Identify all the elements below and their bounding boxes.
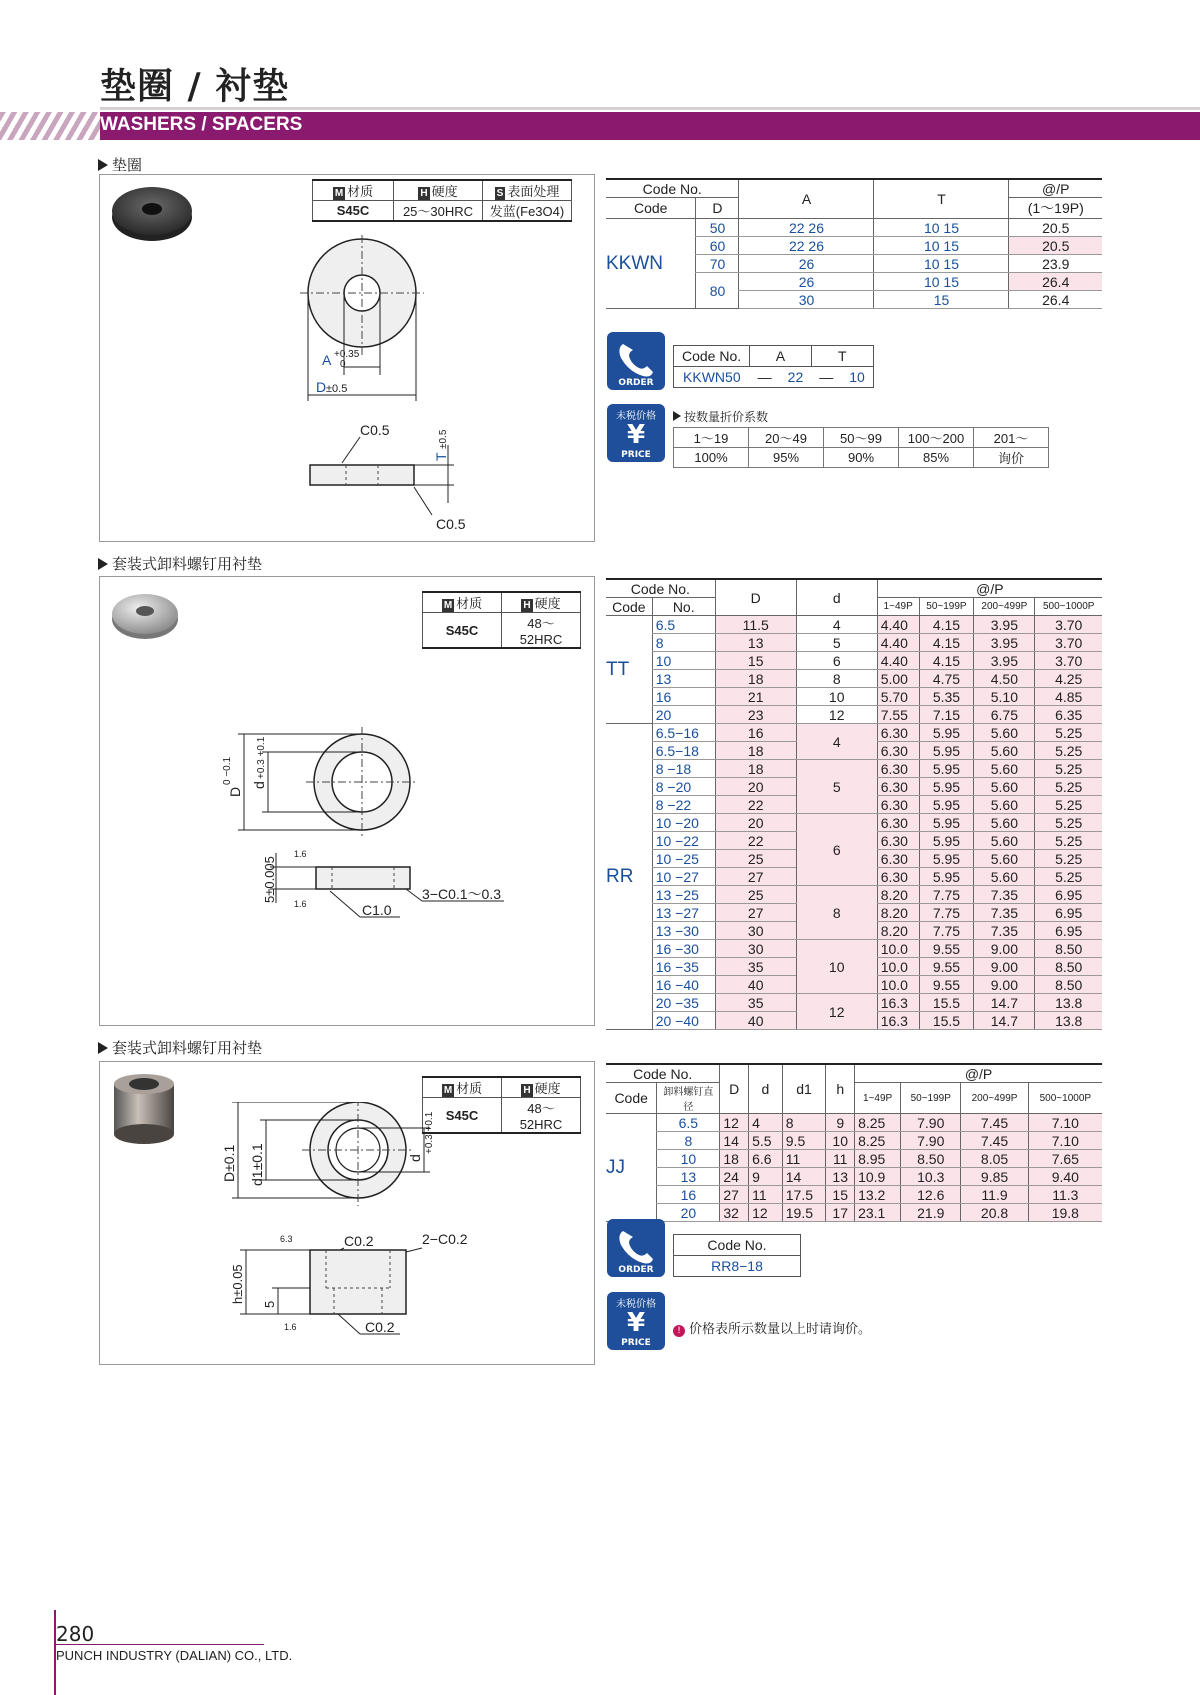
company-name: PUNCH INDUSTRY (DALIAN) CO., LTD. [56,1648,293,1663]
table-row: 8 −22 22 6.30 5.95 5.60 5.25 [606,796,1102,814]
spacer2-chamfer-right: 2−C0.2 [422,1231,468,1247]
svg-text:1.6: 1.6 [294,849,307,859]
spacer-photo [110,587,180,643]
svg-text:1.6: 1.6 [284,1322,297,1332]
price-discount-table: 1～19 20～49 50～99 100～200 201～ 100% 95% 90% 85% 询价 [673,427,1049,468]
order-icon-2: ORDER [607,1219,665,1277]
table-row: 10 −20 20 6 6.30 5.95 5.60 5.25 [606,814,1102,832]
table-row: 6.5−18 18 6.30 5.95 5.60 5.25 [606,742,1102,760]
svg-text:1.6: 1.6 [294,899,307,909]
jj-rows [606,1114,1102,1222]
table-row: 8 −20 20 6.30 5.95 5.60 5.25 [606,778,1102,796]
price-icon-2: 未税价格 ¥ PRICE [607,1292,665,1350]
washer-spec-table: M 材质 H 硬度 S 表面处理 S45C 25～30HRC 发蓝(Fe3O4) [312,179,572,222]
tt-rr-table: Code No. D d @/P Code No. 1~49P 50~199P 200~499P 500~1000P TT 6.5 11.5 4 4.40 4.15 3.95 3.70 8 13 5 4.40 4.15 3.95 3.70 10 15 6 4.40 4.15 3.95 3.70 13 18 8 5.00 4.75 4.50 4.25 16 21 10 5.70 5.35 5.10 4.85 20 23 12 7.55 7.15 6.75 6.35 RR 6.5−16 16 4 6.30 5.95 5.60 5.25 6.5−18 18 6.30 5.95 5.60 5.25 8 −18 18 5 6.30 5.95 5.60 5.25 8 −20 20 6.30 5.95 5.60 5.25 8 −22 22 6.30 5.95 5.60 5.25 10 −20 20 6 6.30 5.95 5.60 5.25 10 −22 22 6.30 5.95 5.60 5.25 10 −25 25 6.30 5.95 5.60 5.25 10 −27 27 6.30 5.95 5.60 5.25 13 −25 25 8 8.20 7.75 7.35 6.95 13 −27 27 8.20 7.75 7.35 6.95 13 −30 30 8.20 7.75 7.35 6.95 16 −30 30 10 10.0 9.55 9.00 8.50 16 −35 35 10.0 9.55 9.00 8.50 16 −40 40 10.0 9.55 9.00 8.50 20 −35 35 12 16.3 15.5 14.7 13.8 20 −40 40 16.3 15.5 14.7 13.8 [606,578,1102,1030]
table-row: 10 −25 25 6.30 5.95 5.60 5.25 [606,850,1102,868]
spacer-chamfer-range: 3−C0.1～0.3 [422,886,501,902]
price-note: ! 价格表所示数量以上时请询价。 [673,1318,871,1337]
svg-text:0 −0.1: 0 −0.1 [222,756,233,785]
washer-drawing [280,235,520,535]
spacer-chamfer: C1.0 [362,902,392,918]
kkwn-table: Code No. A T @/P Code D (1～19P) KKWN 50 22 26 10 15 20.5 60 22 26 10 15 20.5 70 26 10 15 23.9 80 26 10 15 26.4 30 15 26.4 [606,178,1102,309]
svg-text:d1±0.1: d1±0.1 [249,1143,265,1186]
svg-text:±0.5: ±0.5 [326,383,348,395]
spacer2-chamfer-top: C0.2 [344,1233,374,1249]
table-row: 16 −30 30 10 10.0 9.55 9.00 8.50 [606,940,1102,958]
table-row: 8 −18 18 5 6.30 5.95 5.60 5.25 [606,760,1102,778]
table-row: 10 −27 27 6.30 5.95 5.60 5.25 [606,868,1102,886]
table-row: 13 −27 27 8.20 7.75 7.35 6.95 [606,904,1102,922]
table-row: 10 15 6 4.40 4.15 3.95 3.70 [606,652,1102,670]
price-discount-note: 按数量折价系数 [673,408,768,425]
svg-text:h±0.05: h±0.05 [230,1264,245,1304]
spacer2-chamfer-bottom: C0.2 [365,1319,395,1335]
page-number: 280 [56,1622,95,1646]
svg-text:6.3: 6.3 [280,1234,293,1244]
table-row: 8 14 5.5 9.5 10 8.25 7.90 7.45 7.10 [606,1132,1102,1150]
price-icon: 未税价格 ¥ PRICE [607,404,665,462]
section-label-spacer: 套装式卸料螺钉用衬垫 [98,553,262,574]
header-stripes [0,112,100,140]
washer-panel [99,174,595,542]
table-row: TT 6.5 11.5 4 4.40 4.15 3.95 3.70 [606,616,1102,634]
page-subtitle: WASHERS / SPACERS [100,114,303,135]
table-row: 13 24 9 14 13 10.9 10.3 9.85 9.40 [606,1168,1102,1186]
svg-text:D: D [227,786,243,797]
spacer2-spec-table: M 材质 H 硬度 S45C 48～52HRC [422,1076,581,1134]
warning-icon: ! [673,1325,685,1337]
table-row: RR 6.5−16 16 4 6.30 5.95 5.60 5.25 [606,724,1102,742]
table-row: 13 −30 30 8.20 7.75 7.35 6.95 [606,922,1102,940]
svg-text:+0.3 +0.1: +0.3 +0.1 [424,1111,435,1154]
table-row: 16 27 11 17.5 15 13.2 12.6 11.9 11.3 [606,1186,1102,1204]
table-row: 16 21 10 5.70 5.35 5.10 4.85 [606,688,1102,706]
svg-text:5: 5 [262,1300,277,1308]
tt-rows [606,616,1102,724]
rr-rows [606,724,1102,1030]
svg-text:0: 0 [340,359,346,370]
table-row: 20 23 12 7.55 7.15 6.75 6.35 [606,706,1102,724]
kkwn-code: KKWN [606,219,696,309]
table-row: 20 −40 40 16.3 15.5 14.7 13.8 [606,1012,1102,1030]
spacer-panel [99,576,595,1026]
order-table-2: Code No. RR8−18 [673,1234,801,1277]
spacer2-drawing [210,1102,540,1364]
header-rule [100,107,1200,110]
spacer2-photo [110,1070,178,1150]
svg-text:D±0.1: D±0.1 [221,1144,237,1182]
svg-text:5±0.005: 5±0.005 [262,856,277,903]
washer-dim-a: A [322,352,332,368]
washer-dim-d: D [316,379,327,395]
svg-text:±0.5: ±0.5 [438,429,449,449]
table-row: 13 −25 25 8 8.20 7.75 7.35 6.95 [606,886,1102,904]
jj-table: Code No. D d d1 h @/P Code 卸料螺钉直径 1~49P 50~199P 200~499P 500~1000P JJ 6.5 12 4 8 9 8.25 7.90 7.45 7.10 8 14 5.5 9.5 10 8.25 7.90 7.45 7.10 10 18 6.6 11 11 8.95 8.50 8.05 7.65 13 24 9 14 13 10.9 10.3 9.85 9.40 16 27 11 17.5 15 13.2 12.6 11.9 11.3 20 32 12 19.5 17 23.1 21.9 20.8 19.8 [606,1063,1102,1222]
washer-chamfer-bottom: C0.5 [436,516,466,532]
order-icon: ORDER [607,332,665,390]
table-row: 13 18 8 5.00 4.75 4.50 4.25 [606,670,1102,688]
table-row: 10 −22 22 6.30 5.95 5.60 5.25 [606,832,1102,850]
page-title: 垫圈 / 衬垫 [100,66,290,107]
washer-chamfer-top: C0.5 [360,422,390,438]
table-row: 20 −35 35 12 16.3 15.5 14.7 13.8 [606,994,1102,1012]
table-row: 20 32 12 19.5 17 23.1 21.9 20.8 19.8 [606,1204,1102,1222]
svg-text:+0.3 +0.1: +0.3 +0.1 [256,736,267,779]
section-label-washer: 垫圈 [98,154,142,175]
svg-text:+0.35: +0.35 [334,349,360,360]
svg-text:d: d [407,1154,423,1162]
spacer2-panel [99,1061,595,1365]
section-label-spacer-2: 套装式卸料螺钉用衬垫 [98,1037,262,1058]
table-row: 10 18 6.6 11 11 8.95 8.50 8.05 7.65 [606,1150,1102,1168]
svg-text:T: T [433,452,449,461]
washer-photo [110,177,194,247]
table-row: 8 13 5 4.40 4.15 3.95 3.70 [606,634,1102,652]
svg-text:d: d [251,781,267,789]
table-row: JJ 6.5 12 4 8 9 8.25 7.90 7.45 7.10 [606,1114,1102,1132]
spacer-spec-table: M 材质 H 硬度 S45C 48～52HRC [422,591,581,649]
order-table-1: Code No. A T KKWN50 — 22 — 10 [673,345,874,388]
table-row: 16 −35 35 10.0 9.55 9.00 8.50 [606,958,1102,976]
spacer-drawing [210,727,530,1027]
table-row: 16 −40 40 10.0 9.55 9.00 8.50 [606,976,1102,994]
